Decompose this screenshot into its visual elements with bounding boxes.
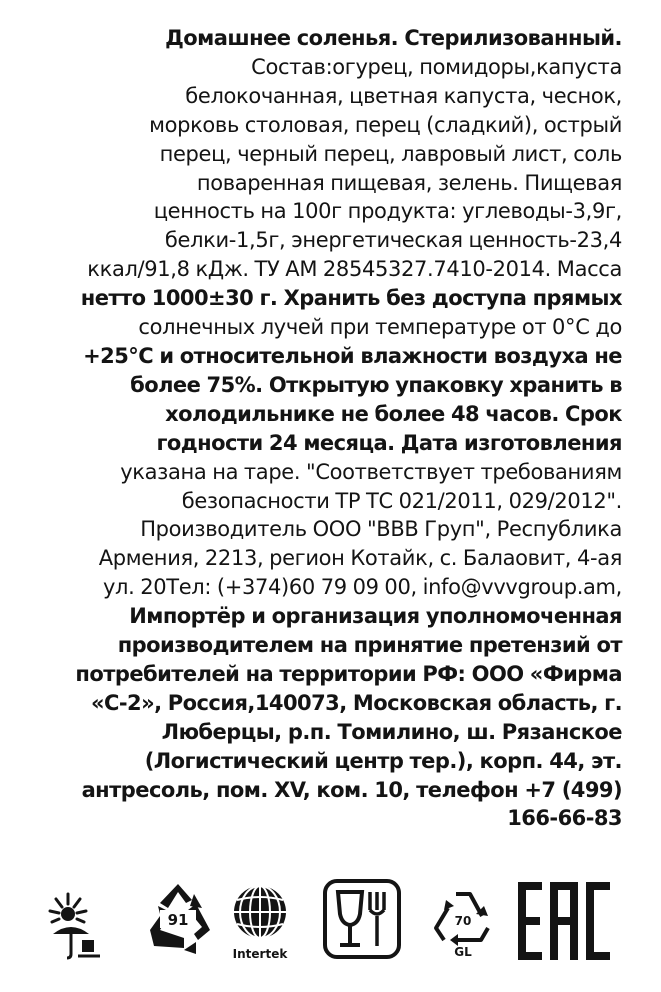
- intertek-text: Intertek: [232, 947, 288, 961]
- label-line: белки-1,5г, энергетическая ценность-23,4: [164, 228, 622, 253]
- product-label-text: [14, 24, 622, 833]
- label-line: перец, черный перец, лавровый лист, соль: [159, 141, 622, 166]
- label-line: производителем на принятие претензий от: [117, 633, 622, 658]
- label-line: поваренная пищевая, зелень. Пищевая: [196, 170, 622, 195]
- label-line: +25°С и относительной влажности воздуха не: [83, 343, 622, 368]
- label-line: потребителей на территории РФ: ООО «Фирма: [75, 661, 622, 686]
- label-line: холодильнике не более 48 часов. Срок: [165, 401, 622, 426]
- label-line: Домашнее соленья. Стерилизованный.: [165, 26, 622, 50]
- label-line: годности 24 месяца. Дата изготовления: [156, 430, 622, 455]
- eac-mark-icon: [516, 880, 612, 966]
- label-line: безопасности ТР ТС 021/2011, 029/2012".: [181, 488, 622, 513]
- label-line: антресоль, пом. XV, ком. 10, телефон +7 (499): [81, 777, 622, 802]
- label-line: ценность на 100г продукта: углеводы-3,9г,: [153, 199, 622, 224]
- label-line: (Логистический центр тер.), корп. 44, эт.: [144, 748, 622, 773]
- label-line: Армения, 2213, регион Котайк, с. Балаовит, 4-ая: [98, 546, 622, 571]
- label-line: солнечных лучей при температуре от 0°С до: [138, 315, 622, 340]
- label-line: ул. 20Тел: (+374)60 79 09 00, info@vvvgroup.am,: [102, 575, 622, 600]
- recycle-icon: [140, 880, 216, 956]
- label-line: «С-2», Россия,140073, Московская область, г.: [91, 690, 622, 715]
- intertek-globe-icon: [228, 882, 292, 964]
- label-line: более 75%. Открытую упаковку хранить в: [130, 372, 622, 397]
- label-line: указана на таре. "Соответствует требованиям: [120, 459, 622, 484]
- label-line: Люберцы, р.п. Томилино, ш. Рязанское: [161, 719, 622, 744]
- label-line: Производитель ООО "ВВВ Груп", Республика: [140, 517, 622, 542]
- sun-umbrella-icon: [44, 890, 102, 960]
- recycle-triangle-icon: [426, 884, 500, 958]
- label-line: морковь столовая, перец (сладкий), острый: [149, 112, 622, 137]
- glass-fork-icon: [322, 878, 402, 960]
- label-line: Импортёр и организация уполномоченная: [129, 604, 622, 629]
- label-line: 166-66-83: [507, 806, 622, 831]
- label-line: белокочанная, цветная капуста, чеснок,: [185, 83, 622, 108]
- label-line: нетто 1000±30 г. Хранить без доступа прямых: [80, 286, 622, 311]
- label-line: Состав:огурец, помидоры,капуста: [251, 54, 622, 79]
- recycle-code: 91: [167, 911, 189, 929]
- label-line: ккал/91,8 кДж. ТУ АМ 28545327.7410-2014. Масса: [87, 257, 622, 282]
- recycle-code: 70: [454, 914, 472, 928]
- recycle-material: GL: [454, 945, 472, 958]
- certification-icons-row: [0, 868, 661, 978]
